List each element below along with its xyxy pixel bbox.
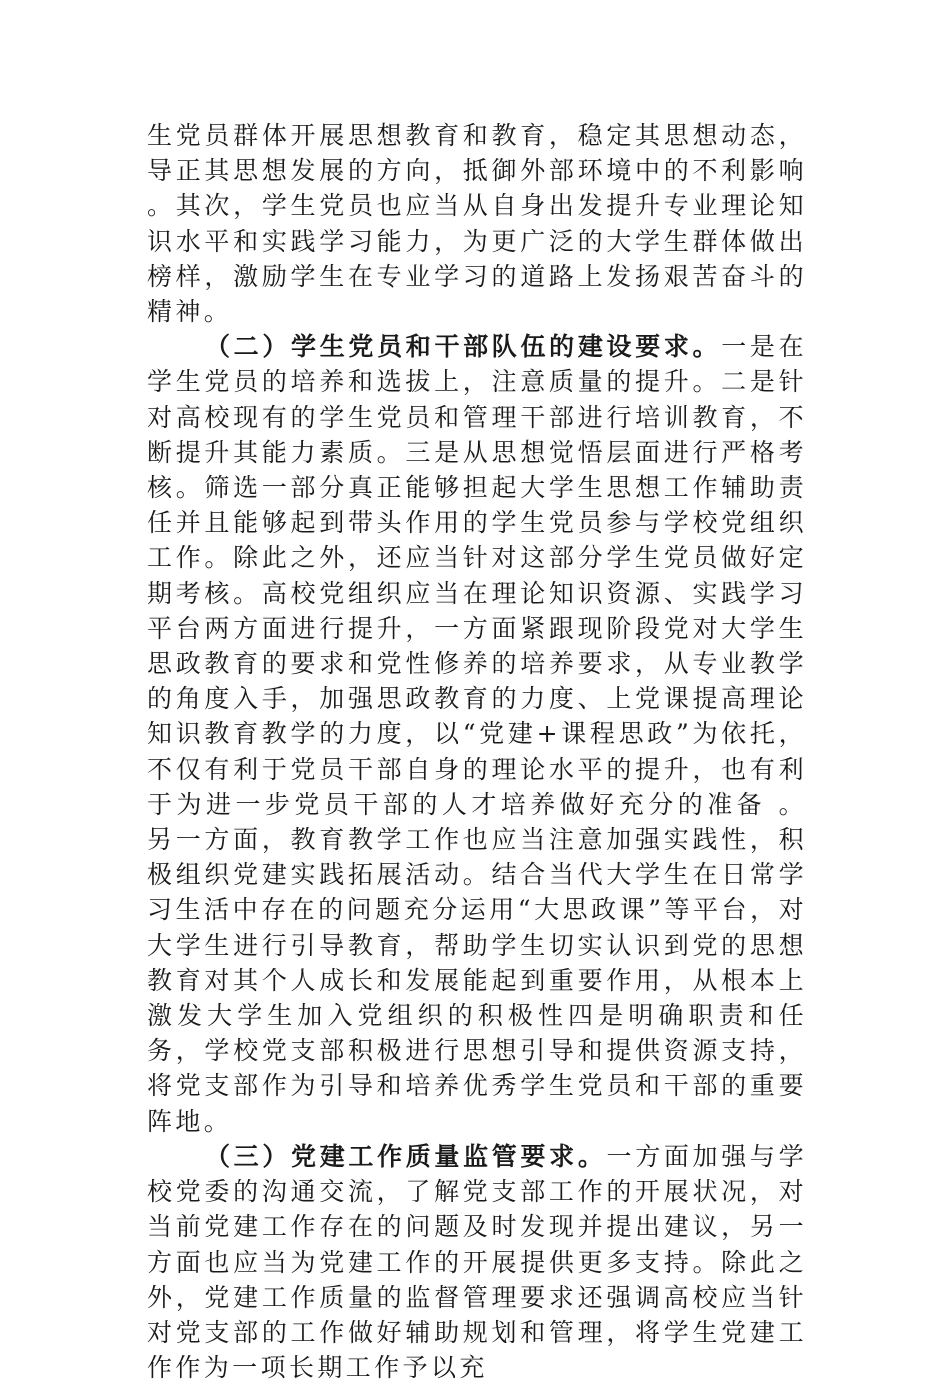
section-three-heading: （三）党建工作质量监管要求。 — [205, 1141, 607, 1171]
paragraph-text: 一是在学生党员的培养和选拔上，注意质量的提升。二是针对高校现有的学生党员和管理干部进行培训教育，不断提升其能力素质。三是从思想觉悟层面进行严格考核。筛选一部分真正能够担起大学生思想工作辅助责任并且能够起到带头作用的学生党员参与学校党组织工作。除此之外，还应当针对这部分学生党员做好定期考核。高校党组织应当在理论知识资源、实践学习平台两方面进行提升，一方面紧跟现阶段党对大学生思政教育的要求和党性修养的培养要求，从专业教学的角度入手，加强思政教育的力度、上党课提高理论知识教育教学的力度，以“党建+课程思政”为依托，不仅有利于党员干部自身的理论水平的提升，也有利于为进一步党员干部的人才培养做好充分的准备 。另一方面，教育教学工作也应当注意加强实践性，积极组织党建实践拓展活动。结合当代大学生在日常学习生活中存在的问题充分运用“大思政课”等平台，对大学生进行引导教育，帮助学生切实认识到党的思想教育对其个人成长和发展能起到重要作用，从根本上激发大学生加入党组织的积极性四是明确职责和任务，学校党支部积极进行思想引导和提供资源支持，将党支部作为引导和培养优秀学生党员和干部的重要阵地。 — [147, 332, 808, 1136]
paragraph-text: 生党员群体开展思想教育和教育，稳定其思想动态，导正其思想发展的方向，抵御外部环境中的不利影响 。其次，学生党员也应当从自身出发提升专业理论知识水平和实践学习能力，为更广泛的大学生群体做出榜样，激励学生在专业学习的道路上发扬艰苦奋斗的精神。 — [147, 121, 807, 327]
paragraph-continuation — [147, 118, 807, 329]
paragraph-text: 一方面加强与学校党委的沟通交流，了解党支部工作的开展状况，对当前党建工作存在的问题及时发现并提出建议，另一方面也应当为党建工作的开展提供更多支持。除此之外，党建工作质量的监督管理要求还强调高校应当针对党支部的工作做好辅助规划和管理，将学生党建工作作为一项长期工作予以充 — [147, 1141, 807, 1383]
paragraph-section-two — [147, 329, 807, 1139]
section-two-heading: （二）学生党员和干部队伍的建设要求。 — [205, 332, 722, 362]
document-page — [147, 118, 807, 1385]
paragraph-section-three — [147, 1139, 807, 1385]
